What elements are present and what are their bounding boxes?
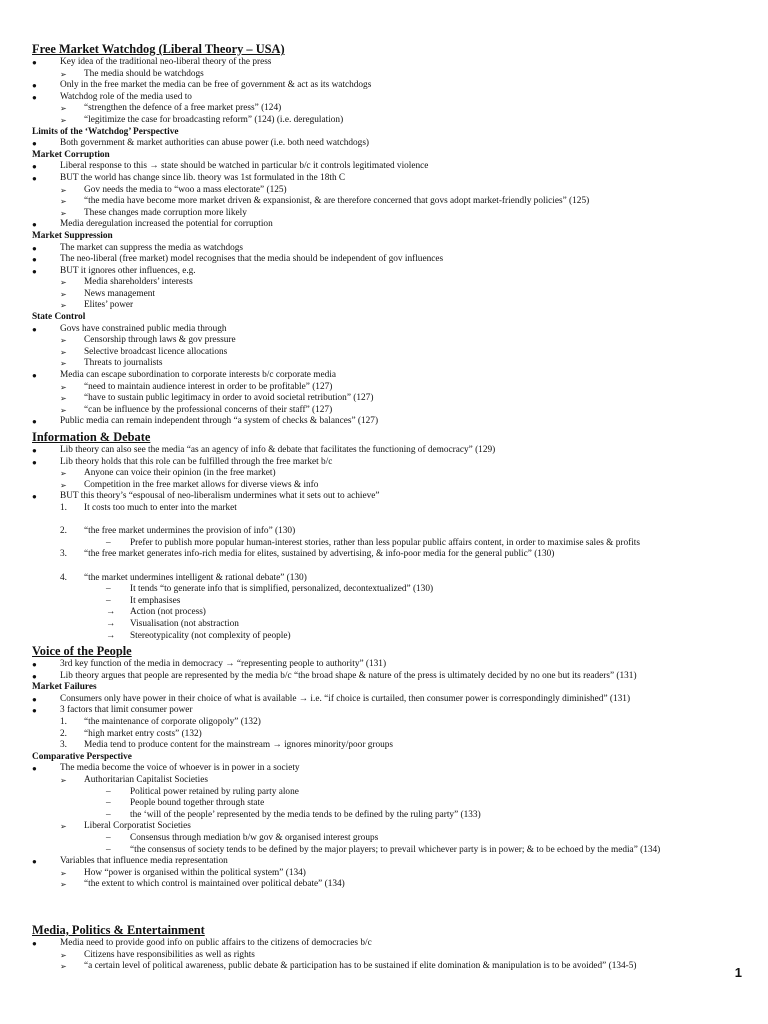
list-item (32, 596, 744, 608)
list-item-text: Key idea of the traditional neo-liberal theory of the press (60, 57, 272, 67)
bullet-icon: ● (32, 371, 37, 381)
list-item (32, 382, 744, 394)
list-item (32, 103, 744, 115)
arrow-bullet-icon: ➢ (60, 868, 67, 878)
list-item (32, 445, 744, 457)
list-marker: 3. (60, 740, 67, 751)
list-item-text: “the free market undermines the provision of info” (130) (84, 526, 296, 537)
list-item-text: It tends “to generate info that is simplified, personalized, decontextualized” (130) (130, 584, 434, 595)
arrow-bullet-icon: ➢ (60, 950, 67, 960)
bullet-icon: ● (32, 492, 37, 502)
arrow-bullet-icon: ➢ (60, 469, 67, 479)
list-item-text: Liberal Corporatist Societies (84, 821, 191, 832)
bullet-icon: ● (32, 92, 37, 102)
list-item-text: Liberal response to this → state should be watched in particular b/c it controls legitimated violence (60, 161, 429, 172)
list-item-text: Selective broadcast licence allocations (84, 346, 228, 357)
list-item-text: Consensus through mediation b/w gov & organised interest groups (130, 833, 379, 843)
list-marker: 1. (60, 717, 67, 728)
list-item-text: “the media have become more market driven & expansionist, & are therefore concerned that govs adopt market-friendly policies” (125) (84, 196, 590, 207)
arrow-bullet-icon: ➢ (60, 480, 67, 490)
bullet-icon: ● (32, 243, 37, 253)
list-item (32, 138, 744, 150)
list-item-text: Competition in the free market allows for diverse views & info (84, 479, 319, 490)
list-marker: 1. (60, 502, 67, 513)
arrow-bullet-icon: ➢ (60, 880, 67, 890)
arrow-bullet-icon: ➢ (60, 347, 67, 357)
list-item (32, 416, 744, 428)
list-item (32, 92, 744, 104)
list-item (32, 173, 744, 185)
list-item (32, 161, 744, 173)
section-heading: Media, Politics & Entertainment (32, 922, 205, 937)
subsection-heading: Market Failures (32, 682, 97, 693)
arrow-bullet-icon: ➢ (60, 822, 67, 832)
list-marker: – (106, 595, 111, 606)
bullet-icon: ● (32, 139, 37, 149)
list-item-text: “a certain level of political awareness, public debate & participation has to be sustained if elite domination & manipulation is to be avoided” (134-5) (84, 961, 637, 972)
list-item-text: Lib theory argues that people are represented by the media b/c “the broad shape & nature of the press is ultimately decided by no one but its readers” (131) (60, 670, 637, 681)
bullet-icon: ● (32, 324, 37, 334)
subsection-heading: State Control (32, 312, 86, 323)
list-item-text: Variables that influence media representation (60, 856, 228, 867)
list-item-text: BUT the world has change since lib. theory was 1st formulated in the 18th C (60, 172, 346, 183)
bullet-icon: ● (32, 173, 37, 183)
list-item-text: “the maintenance of corporate oligopoly” (132) (84, 717, 261, 728)
arrow-bullet-icon: ➢ (60, 336, 67, 346)
list-item-text: “the free market generates info-rich media for elites, sustained by advertising, & info-poor media for the general public” (130) (84, 549, 555, 560)
subsection-heading: Market Suppression (32, 230, 113, 241)
list-item (32, 243, 744, 255)
bullet-icon: ● (32, 446, 37, 455)
list-item (32, 491, 744, 503)
list-item (32, 115, 744, 127)
arrow-bullet-icon: ➢ (60, 301, 67, 311)
list-item-text: People bound together through state (130, 798, 265, 809)
arrow-bullet-icon: ➢ (60, 776, 67, 786)
bullet-icon: ● (32, 660, 37, 670)
list-item (32, 457, 744, 469)
list-item (32, 185, 744, 197)
spacer (32, 561, 744, 573)
list-item-text: Censorship through laws & gov pressure (84, 335, 236, 346)
list-item (32, 69, 744, 81)
list-item-text: News management (84, 288, 155, 299)
bullet-icon: ● (32, 457, 37, 467)
list-item (32, 405, 744, 417)
list-item-text: These changes made corruption more likely (84, 207, 247, 218)
list-item (32, 659, 744, 671)
list-item-text: “legitimize the case for broadcasting reform” (124) (i.e. deregulation) (84, 114, 344, 125)
bullet-icon: ● (32, 162, 37, 172)
arrow-bullet-icon: ➢ (60, 197, 67, 207)
list-item (32, 763, 744, 775)
list-item (32, 335, 744, 347)
arrow-bullet-icon: ➢ (60, 289, 67, 299)
list-item (32, 503, 744, 515)
list-item-text: “the consensus of society tends to be defined by the major players; to prevail whichever party is in power; & to be echoed by the media” (134) (130, 844, 661, 855)
list-item-text: Anyone can voice their opinion (in the free market) (84, 468, 276, 479)
list-item (32, 358, 744, 370)
list-item-text: The market can suppress the media as watchdogs (60, 242, 244, 253)
bullet-icon: ● (32, 266, 37, 276)
arrow-bullet-icon: ➢ (60, 405, 67, 415)
list-item (32, 619, 744, 631)
list-marker: 3. (60, 549, 67, 560)
list-item-text: “strengthen the defence of a free market press” (124) (84, 103, 282, 114)
section-heading: Voice of the People (32, 644, 132, 659)
list-item (32, 526, 744, 538)
list-item (32, 821, 744, 833)
list-item-text: It costs too much to enter into the market (84, 502, 237, 513)
list-item (32, 845, 744, 857)
list-marker: – (106, 844, 111, 855)
arrow-bullet-icon: ➢ (60, 115, 67, 125)
spacer (32, 891, 744, 921)
bullet-icon: ● (32, 764, 37, 774)
list-item (32, 950, 744, 962)
list-item (32, 208, 744, 220)
arrow-bullet-icon: ➢ (60, 359, 67, 369)
list-item-text: Media deregulation increased the potential for corruption (60, 219, 273, 230)
bullet-icon: ● (32, 671, 37, 681)
list-item (32, 705, 744, 717)
list-item (32, 584, 744, 596)
list-marker: 4. (60, 572, 67, 583)
list-item-text: Media tend to produce content for the mainstream → ignores minority/poor groups (84, 740, 394, 751)
bullet-icon: ● (32, 81, 37, 91)
list-item (32, 938, 744, 950)
list-item (32, 538, 744, 550)
arrow-bullet-icon: ➢ (60, 185, 67, 195)
list-item (32, 289, 744, 301)
list-item (32, 480, 744, 492)
list-item (32, 740, 744, 752)
list-item-text: Action (not process) (130, 607, 206, 618)
list-item (32, 671, 744, 683)
list-item-text: Media can escape subordination to corporate interests b/c corporate media (60, 370, 336, 381)
list-marker: 2. (60, 728, 67, 739)
list-item-text: Threats to journalists (84, 358, 163, 369)
document-body (32, 42, 744, 973)
list-item (32, 775, 744, 787)
list-item-text: Both government & market authorities can abuse power (i.e. both need watchdogs) (60, 138, 370, 149)
list-item-text: Citizens have responsibilities as well as rights (84, 949, 255, 960)
list-item-text: Public media can remain independent through “a system of checks & balances” (127) (60, 416, 379, 427)
list-item-text: Watchdog role of the media used to (60, 91, 192, 102)
bullet-icon: ● (32, 220, 37, 230)
list-item (32, 607, 744, 619)
list-item (32, 810, 744, 822)
right-arrow-icon: → (106, 618, 116, 629)
list-item-text: Stereotypicality (not complexity of people) (130, 630, 291, 641)
list-item (32, 393, 744, 405)
list-item (32, 961, 744, 973)
list-item (32, 196, 744, 208)
list-item-text: “the extent to which control is maintained over political debate” (134) (84, 879, 345, 890)
arrow-bullet-icon: ➢ (60, 69, 67, 79)
list-marker: – (106, 537, 111, 548)
subsection-heading: Market Corruption (32, 149, 110, 160)
list-item-text: “the market undermines intelligent & rational debate” (130) (84, 572, 307, 583)
bullet-icon: ● (32, 417, 37, 427)
list-item (32, 798, 744, 810)
list-item-text: Only in the free market the media can be free of government & act as its watchdogs (60, 80, 372, 91)
list-marker: – (106, 809, 111, 820)
arrow-bullet-icon: ➢ (60, 394, 67, 404)
list-item (32, 277, 744, 289)
list-item (32, 300, 744, 312)
list-item (32, 729, 744, 741)
list-item (32, 266, 744, 278)
arrow-bullet-icon: ➢ (60, 382, 67, 392)
list-marker: – (106, 833, 111, 843)
list-item (32, 219, 744, 231)
list-item (32, 856, 744, 868)
list-item-text: The media become the voice of whoever is in power in a society (60, 763, 300, 774)
list-item-text: Authoritarian Capitalist Societies (84, 775, 208, 786)
list-item (32, 347, 744, 359)
page-number: 1 (734, 965, 742, 980)
arrow-bullet-icon: ➢ (60, 104, 67, 114)
list-item-text: Elites’ power (84, 300, 134, 311)
list-item-text: BUT this theory’s “espousal of neo-liberalism undermines what it sets out to achieve” (60, 491, 380, 502)
list-item (32, 694, 744, 706)
list-item (32, 717, 744, 729)
list-item-text: 3 factors that limit consumer power (60, 705, 193, 716)
list-item-text: “need to maintain audience interest in order to be profitable” (127) (84, 381, 333, 392)
list-item-text: Visualisation (not abstraction (130, 618, 239, 629)
list-item (32, 879, 744, 891)
list-item (32, 324, 744, 336)
bullet-icon: ● (32, 706, 37, 716)
bullet-icon: ● (32, 694, 37, 704)
list-item-text: It emphasises (130, 595, 181, 606)
bullet-icon: ● (32, 58, 37, 67)
list-item (32, 787, 744, 799)
spacer (32, 515, 744, 527)
list-item (32, 549, 744, 561)
bullet-icon: ● (32, 938, 37, 948)
list-item-text: The media should be watchdogs (84, 68, 204, 79)
list-item-text: How “power is organised within the political system” (134) (84, 867, 306, 878)
list-item (32, 631, 744, 643)
list-item (32, 868, 744, 880)
list-item (32, 57, 744, 69)
arrow-bullet-icon: ➢ (60, 962, 67, 972)
list-item-text: Political power retained by ruling party alone (130, 786, 299, 797)
section-heading: Free Market Watchdog (Liberal Theory – USA) (32, 42, 285, 56)
list-marker: – (106, 798, 111, 809)
bullet-icon: ● (32, 857, 37, 867)
list-marker: – (106, 584, 111, 595)
list-item-text: “high market entry costs” (132) (84, 728, 202, 739)
arrow-bullet-icon: ➢ (60, 208, 67, 218)
section-heading: Information & Debate (32, 430, 151, 444)
list-item-text: The neo-liberal (free market) model recognises that the media should be independent of gov influences (60, 254, 444, 265)
list-marker: – (106, 786, 111, 797)
list-item-text: the ‘will of the people’ represented by the media tends to be defined by the ruling party” (133) (130, 809, 481, 820)
list-item-text: Lib theory can also see the media “as an agency of info & debate that facilitates the functioning of democracy” (129) (60, 445, 496, 455)
right-arrow-icon: → (106, 630, 116, 641)
list-item-text: Gov needs the media to “woo a mass electorate” (125) (84, 184, 287, 195)
subsection-heading: Comparative Perspective (32, 751, 132, 762)
bullet-icon: ● (32, 255, 37, 265)
list-item (32, 254, 744, 266)
list-item (32, 80, 744, 92)
list-item (32, 468, 744, 480)
list-item-text: Prefer to publish more popular human-interest stories, rather than less popular public affairs content, in order to maximise sales & profits (130, 537, 640, 548)
list-item (32, 573, 744, 585)
list-item-text: Media need to provide good info on public affairs to the citizens of democracies b/c (60, 937, 372, 948)
list-item-text: “have to sustain public legitimacy in order to avoid societal retribution” (127) (84, 393, 374, 404)
list-item (32, 833, 744, 845)
list-item-text: BUT it ignores other influences, e.g. (60, 265, 196, 276)
right-arrow-icon: → (106, 607, 116, 618)
list-item-text: Lib theory holds that this role can be fulfilled through the free market b/c (60, 456, 333, 467)
list-item (32, 370, 744, 382)
list-item-text: “can be influence by the professional concerns of their staff” (127) (84, 404, 333, 415)
list-marker: 2. (60, 526, 67, 537)
list-item-text: Govs have constrained public media through (60, 323, 227, 334)
subsection-heading: Limits of the ‘Watchdog’ Perspective (32, 126, 179, 137)
arrow-bullet-icon: ➢ (60, 278, 67, 288)
list-item-text: Media shareholders’ interests (84, 277, 193, 288)
list-item-text: 3rd key function of the media in democracy → “representing people to authority” (131) (60, 659, 387, 670)
list-item-text: Consumers only have power in their choice of what is available → i.e. “if choice is curtailed, then consumer power is correspondingly diminished” (131) (60, 693, 631, 704)
